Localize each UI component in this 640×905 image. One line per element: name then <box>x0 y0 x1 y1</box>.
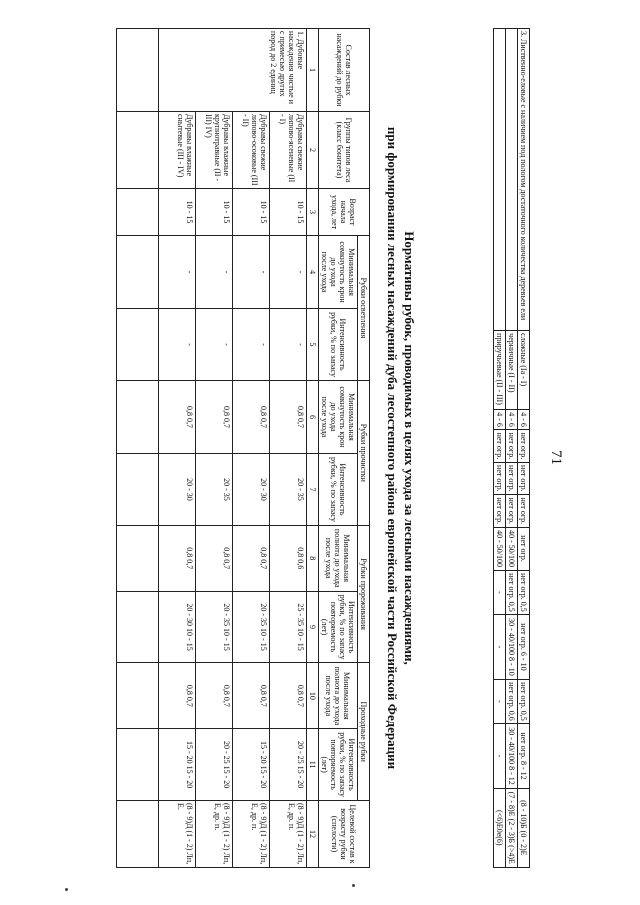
table-cell: 20 - 35 <box>196 454 233 526</box>
table-cell: 4 - 6 <box>518 409 530 429</box>
column-number: 2 <box>307 112 319 189</box>
table-cell: 4 - 6 <box>494 409 506 429</box>
table-cell: 10 - 15 <box>270 189 307 236</box>
table-cell: 20 - 30 <box>159 454 196 526</box>
table-cell: 30 - 40/100 8 - 10 <box>506 615 518 679</box>
table-cell: черничные (I - II) <box>506 331 518 410</box>
table-cell: 10 - 15 <box>196 189 233 236</box>
header-passage: Проходные рубки <box>358 663 370 801</box>
column-number: 12 <box>307 801 319 868</box>
forest-type-cell: Дубравы свежие липово-осоковые (III - II) <box>233 112 270 189</box>
table-cell: 0,8 0,7 <box>233 380 270 453</box>
table-row <box>494 29 506 868</box>
blank-cell <box>117 525 159 591</box>
scan-speck <box>352 884 355 887</box>
table-cell: 0,8 0,7 <box>196 380 233 453</box>
table-cell: нет огр. <box>506 462 518 494</box>
table-cell: 4 - 6 <box>506 409 518 429</box>
document-title <box>384 28 418 868</box>
column-number: 10 <box>307 663 319 729</box>
table-cell: нет огр. 0,5 <box>518 570 530 615</box>
table-cell: 0,8 0,7 <box>159 663 196 729</box>
blank-cell <box>117 189 159 236</box>
blank-row <box>117 29 159 868</box>
column-numbers-row <box>307 29 319 868</box>
table-cell: - <box>159 309 196 381</box>
table-cell: 0,8 0,7 <box>233 525 270 591</box>
blank-cell <box>117 663 159 729</box>
table-cell: нет огр. 0,5 <box>506 570 518 615</box>
table-row <box>159 29 196 868</box>
blank-cell <box>117 380 159 453</box>
table-cell: сложные (Ia - I) <box>518 331 530 410</box>
table-cell: 10 - 15 <box>233 189 270 236</box>
table-cell: 20 - 25 15 - 20 <box>196 729 233 801</box>
table-cell: - <box>233 309 270 381</box>
table-cell: 0,8 0,7 <box>270 380 307 453</box>
table-cell: 0,8 0,7 <box>159 380 196 453</box>
header-composition: Состав лесных насаждений до рубки <box>319 29 370 112</box>
table-cell: нет огр. <box>494 430 506 462</box>
header-target-composition: Целевой состав к возрасту рубки (спелости) <box>319 801 370 868</box>
table-cell: 20 - 25 15 - 20 <box>270 729 307 801</box>
table-cell: - <box>270 309 307 381</box>
header-clearing: Рубки осветления <box>358 236 370 381</box>
table-cell: - <box>494 679 506 724</box>
column-number: 9 <box>307 591 319 663</box>
table-cell: нет огр. <box>494 495 506 527</box>
table-cell: 3. Лиственно-еловые с наличием под пологом достаточного количества деревьев ели <box>518 29 530 331</box>
blank-cell <box>117 591 159 663</box>
table-cell: - <box>270 236 307 309</box>
table-cell: нет огр. 0,6 <box>506 679 518 724</box>
table-cell: 0,8 0,7 <box>196 663 233 729</box>
table-cell: 20 - 35 10 - 15 <box>233 591 270 663</box>
table-cell: - <box>494 724 506 788</box>
table-cell: нет огр. <box>506 495 518 527</box>
title-line-2: при формировании лесных насаждений дуба лесостепного района европейской части Российской Федерации <box>385 126 400 770</box>
blank-cell <box>117 729 159 801</box>
table-cell: нет огр. <box>518 430 530 462</box>
table-cell: - <box>233 236 270 309</box>
target-composition-cell: (8 - 9)Д (1 - 2) Лп, Е. <box>159 801 196 868</box>
title-line-1: Нормативы рубок, проводимых в целях ухода за лесными насаждениями, <box>402 231 417 665</box>
column-number: 11 <box>307 729 319 801</box>
sub-intensity-4: Интенсивность рубки, % по запасу повторяемость (лет) <box>319 729 358 801</box>
blank-cell <box>117 29 159 112</box>
table-cell: нет огр. <box>518 462 530 494</box>
forest-type-cell: Дубравы влажные снытевые (III - IV) <box>159 112 196 189</box>
sub-min-completeness-2: Минимальная полнота до ухода после ухода <box>319 663 358 729</box>
column-number: 7 <box>307 454 319 526</box>
scan-speck <box>65 888 68 891</box>
table-row <box>270 29 307 868</box>
header-start-age: Возраст начала ухода, лет <box>319 189 370 236</box>
sub-intensity-3: Интенсивность рубки, % по запасу повторяемость (лет) <box>319 591 358 663</box>
table-row <box>233 29 270 868</box>
header-cleaning: Рубки прочистки <box>358 380 370 525</box>
column-number: 6 <box>307 380 319 453</box>
column-number: 4 <box>307 236 319 309</box>
table-cell: 15 - 20 15 - 20 <box>159 729 196 801</box>
target-composition-cell: (8 - 9)Д (1 - 2) Лп, Е, др. п. <box>270 801 307 868</box>
table-cell: (7 - 8)Е (2 - 3)Б (>4)Е <box>506 788 518 867</box>
table-cell: - <box>159 236 196 309</box>
norms-table <box>116 28 370 868</box>
blank-cell <box>117 236 159 309</box>
table-cell: 0,8 0,7 <box>270 663 307 729</box>
table-cell: 30 - 40/100 8 - 12 <box>506 724 518 788</box>
sub-min-completeness-1: Минимальная полнота до ухода после ухода <box>319 525 358 591</box>
table-cell: - <box>494 615 506 679</box>
sub-min-density-1: Минимальная сомкнутость крон до ухода после ухода <box>319 236 358 309</box>
sub-intensity-1: Интенсивность рубки, % по запасу <box>319 309 358 381</box>
group-label: 1. Дубовые насаждения чистые и с примесью других пород до 2 единиц <box>159 29 307 112</box>
target-composition-cell: (8 - 9)Д (1 - 2) Лп, Е, др. п. <box>233 801 270 868</box>
forest-type-cell: Дубравы влажные крупнотравные (II - III) IV) <box>196 112 233 189</box>
column-number: 3 <box>307 189 319 236</box>
table-cell: 0,8 0,7 <box>233 663 270 729</box>
sub-min-density-2: Минимальная сомкнутость крон до ухода после ухода <box>319 380 358 453</box>
table-cell: нет огр. <box>518 495 530 527</box>
table-cell: (<6)Е0е(6) <box>494 788 506 867</box>
header-thinning: Рубки прореживания <box>358 525 370 663</box>
table-cell: нет огр. <box>518 527 530 570</box>
table-cell: нет огр. 6 - 10 <box>518 615 530 679</box>
table-cell: приручьевые (II - III) <box>494 331 506 410</box>
table-cell: 0,8 0,7 <box>196 525 233 591</box>
table-cell: нет огр. 0,5 <box>518 679 530 724</box>
table-row <box>196 29 233 868</box>
column-number: 8 <box>307 525 319 591</box>
table-cell: 25 - 35 10 - 15 <box>270 591 307 663</box>
table-cell: 40 - 50/100 <box>506 527 518 570</box>
table-cell: (8 - 10)Б (0 - 2)Е <box>518 788 530 867</box>
forest-type-cell: Дубравы свежие липово-ясеневые (II - I) <box>270 112 307 189</box>
table-cell: 10 - 15 <box>159 189 196 236</box>
table-cell: нет огр. <box>506 430 518 462</box>
table-cell: нет огр. <box>494 462 506 494</box>
table-cell <box>506 29 518 331</box>
table-cell: - <box>196 309 233 381</box>
target-composition-cell: (8 - 9)Д (1 - 2) Лп, Е, др. п. <box>196 801 233 868</box>
top-continuation-table <box>493 28 530 868</box>
table-cell: 0,8 0,7 <box>159 525 196 591</box>
table-cell <box>494 29 506 331</box>
blank-cell <box>117 801 159 868</box>
blank-cell <box>117 454 159 526</box>
table-cell: 20 - 30 10 - 15 <box>159 591 196 663</box>
table-cell: 20 - 30 <box>233 454 270 526</box>
table-cell: 0,8 0,6 <box>270 525 307 591</box>
blank-cell <box>117 112 159 189</box>
table-cell: - <box>494 570 506 615</box>
table-row <box>506 29 518 868</box>
page-number: 71 <box>548 450 564 465</box>
table-cell: 15 - 20 15 - 20 <box>233 729 270 801</box>
table-cell: - <box>196 236 233 309</box>
column-number: 5 <box>307 309 319 381</box>
table-cell: 40 - 50/100 <box>494 527 506 570</box>
sub-intensity-2: Интенсивность рубки, % по запасу <box>319 454 358 526</box>
table-cell: 20 - 35 10 - 15 <box>196 591 233 663</box>
blank-cell <box>117 309 159 381</box>
header-forest-groups: Группы типов леса (класс бонитета) <box>319 112 370 189</box>
table-cell: 20 - 35 <box>270 454 307 526</box>
table-row <box>518 29 530 868</box>
table-cell: нет огр. 8 - 12 <box>518 724 530 788</box>
column-number: 1 <box>307 29 319 112</box>
